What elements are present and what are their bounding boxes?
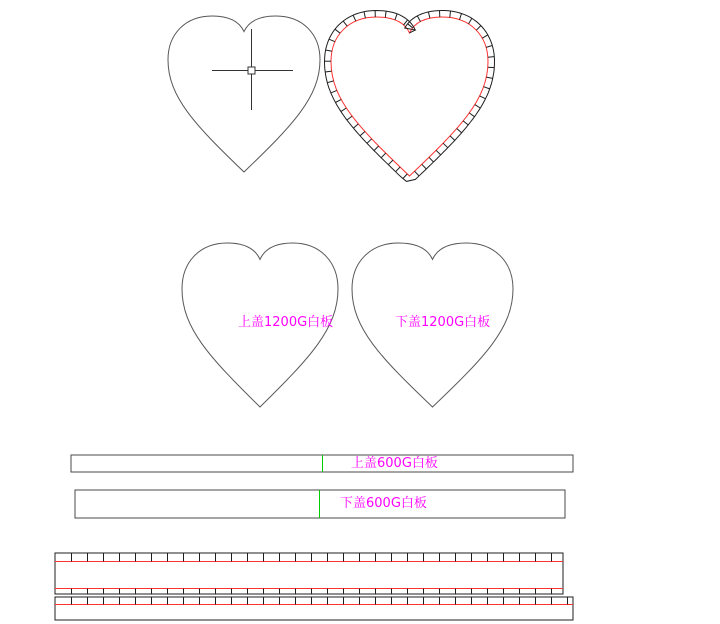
heart-die-teeth: [325, 11, 495, 179]
label-strip-top-cover[interactable]: 上盖600G白板: [351, 456, 438, 471]
label-strip-bottom-cover[interactable]: 下盖600G白板: [340, 496, 427, 511]
heart-toothed-die[interactable]: [325, 11, 495, 182]
crosshair-cursor: [212, 29, 293, 110]
label-heart-top-cover[interactable]: 上盖1200G白板: [238, 315, 334, 330]
strip-bottom-cover-600g[interactable]: [75, 490, 565, 518]
heart-die-outer-outline: [325, 11, 495, 182]
toothed-side-strip-a[interactable]: [55, 553, 563, 594]
heart-die-red-outline[interactable]: [331, 17, 488, 176]
label-heart-bottom-cover[interactable]: 下盖1200G白板: [395, 315, 491, 330]
toothed-side-strip-b[interactable]: [55, 597, 573, 620]
heart-outline-plain[interactable]: [168, 16, 320, 172]
strip-top-cover-600g[interactable]: [71, 455, 573, 472]
